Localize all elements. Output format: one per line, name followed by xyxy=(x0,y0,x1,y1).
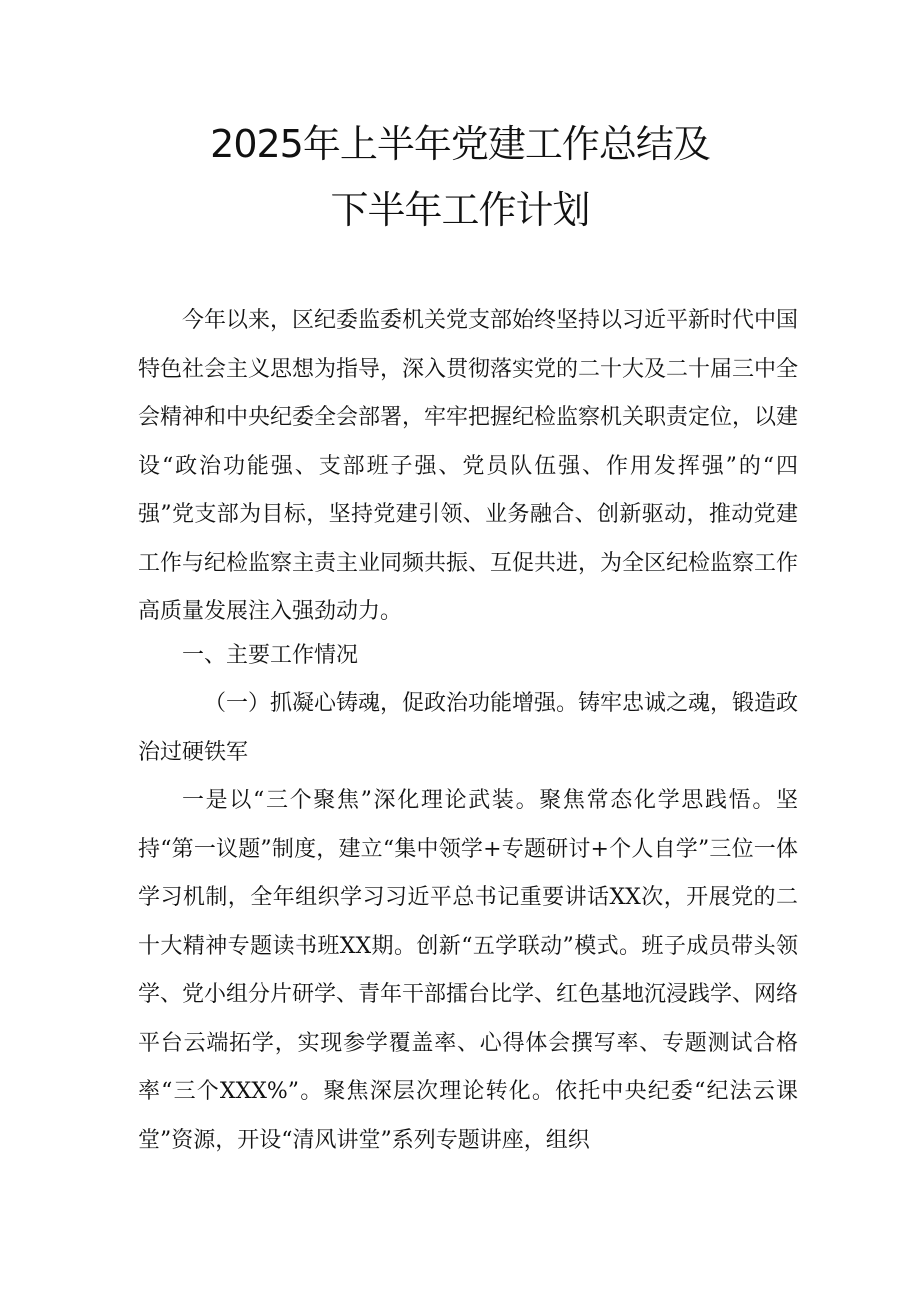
document-title-line-1: 2025年上半年党建工作总结及 xyxy=(210,122,710,166)
subsection-heading: （一）抓凝心铸魂，促政治功能增强。铸牢忠诚之魂，锻造政治过硬铁军 xyxy=(138,691,799,765)
section-heading: 一、主要工作情况 xyxy=(182,643,359,668)
body-paragraph: 一是以“三个聚焦”深化理论武装。聚焦常态化学思践悟。坚持“第一议题”制度，建立“集中领学+专题研讨+个人自学”三位一体学习机制，全年组织学习习近平总书记重要讲话XX次，开展党的二十大精神专题读书班XX期。创新“五学联动”模式。班子成员带头领学、党小组分片研学、青年干部擂台比学、红色基地沉浸践学、网络平台云端拓学，实现参学覆盖率、心得体会撰写率、专题测试合格率“三个XXX%”。聚焦深层次理论转化。依托中央纪委“纪法云课堂”资源，开设“清风讲堂”系列专题讲座，组织 xyxy=(138,788,799,1153)
document-title-line-2: 下半年工作计划 xyxy=(330,188,590,232)
intro-paragraph: 今年以来，区纪委监委机关党支部始终坚持以习近平新时代中国特色社会主义思想为指导，深入贯彻落实党的二十大及二十届三中全会精神和中央纪委全会部署，牢牢把握纪检监察机关职责定位，以建设“政治功能强、支部班子强、党员队伍强、作用发挥强”的“四强”党支部为目标，坚持党建引领、业务融合、创新驱动，推动党建工作与纪检监察主责主业同频共振、互促共进，为全区纪检监察工作高质量发展注入强劲动力。 xyxy=(138,308,799,624)
